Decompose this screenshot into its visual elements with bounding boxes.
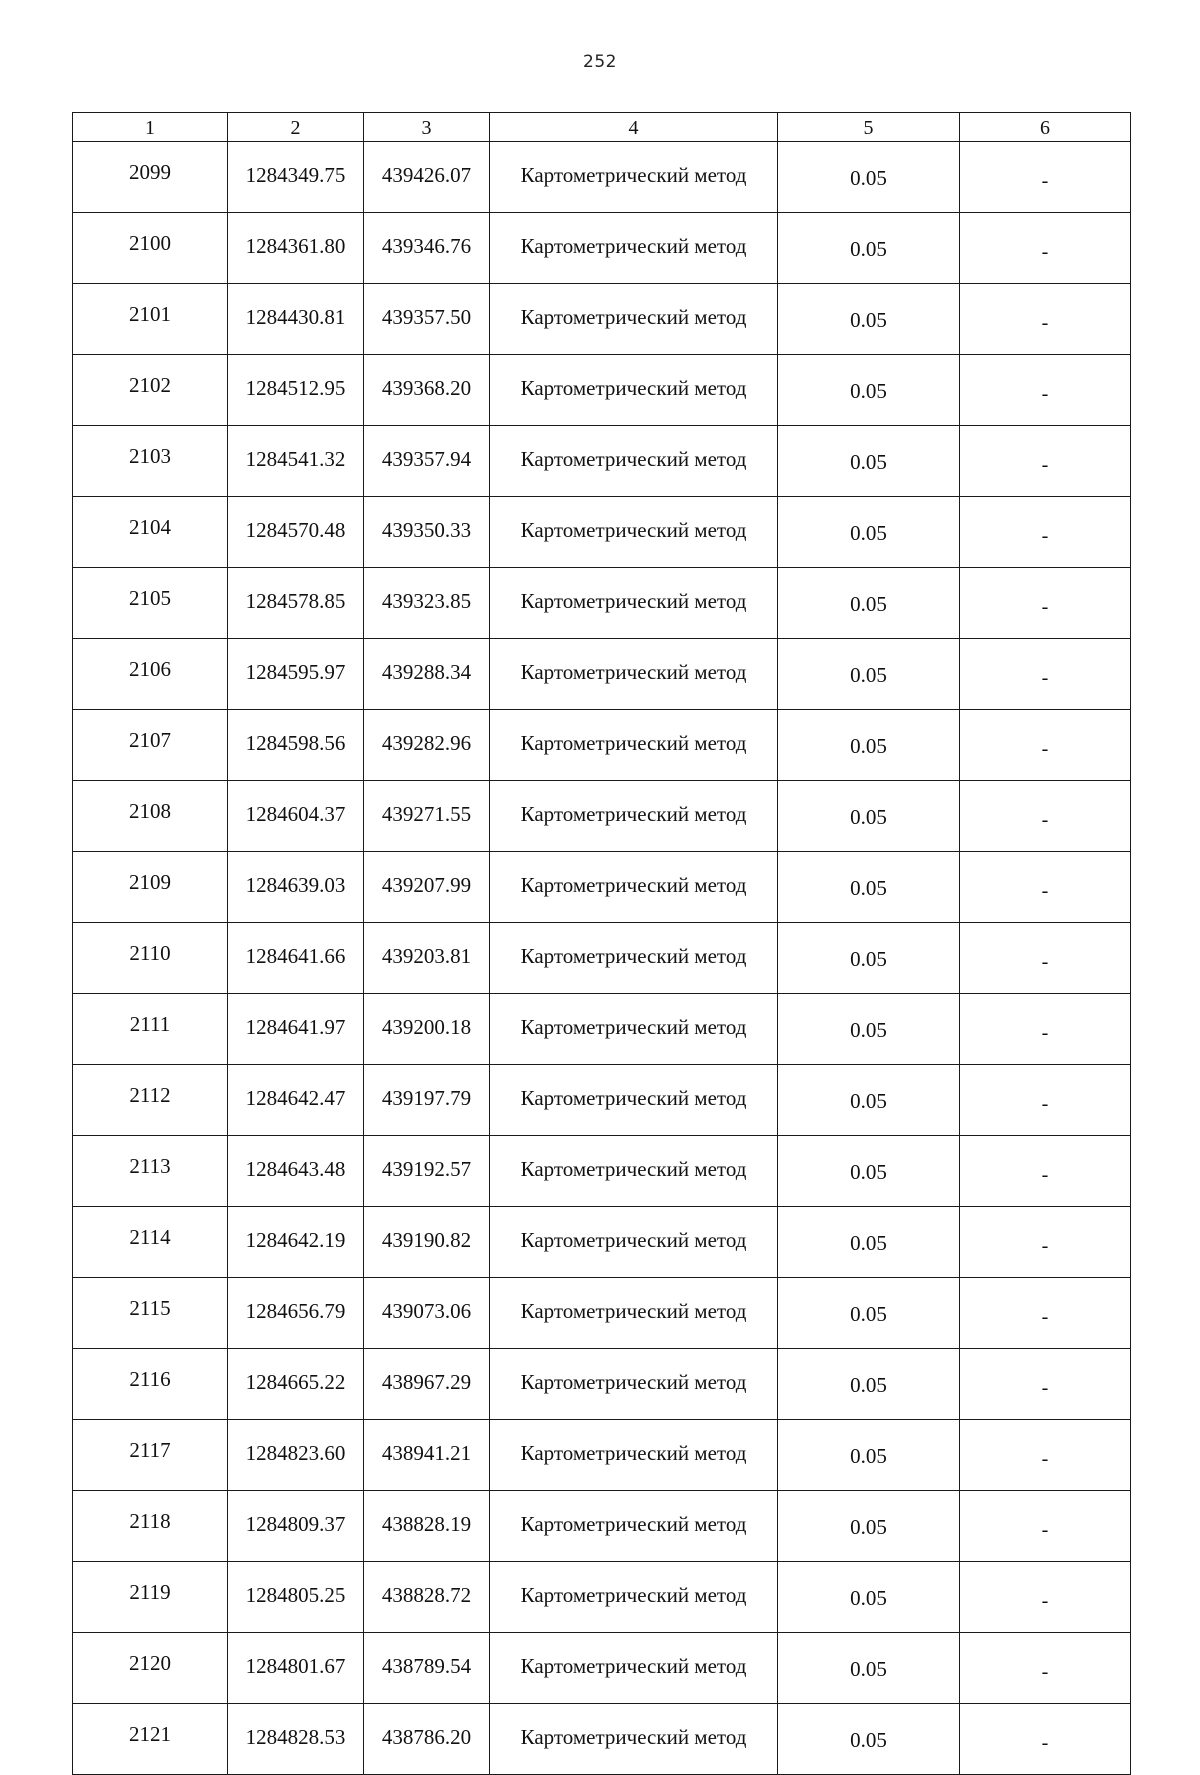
- x-coordinate-cell: 1284656.79: [228, 1278, 364, 1349]
- accuracy-cell: 0.05: [778, 781, 960, 852]
- extra-cell: -: [960, 781, 1131, 852]
- method-cell: Картометрический метод: [490, 1207, 778, 1278]
- point-number-cell: 2103: [73, 426, 228, 497]
- method-cell: Картометрический метод: [490, 213, 778, 284]
- accuracy-cell: 0.05: [778, 1278, 960, 1349]
- extra-cell: -: [960, 497, 1131, 568]
- extra-cell: -: [960, 568, 1131, 639]
- table-row: [73, 923, 1131, 994]
- column-header-2: 2: [228, 113, 364, 142]
- y-coordinate-cell: 439207.99: [364, 852, 490, 923]
- accuracy-cell: 0.05: [778, 142, 960, 213]
- table-row: [73, 781, 1131, 852]
- accuracy-cell: 0.05: [778, 710, 960, 781]
- accuracy-cell: 0.05: [778, 1136, 960, 1207]
- method-cell: Картометрический метод: [490, 284, 778, 355]
- x-coordinate-cell: 1284643.48: [228, 1136, 364, 1207]
- x-coordinate-cell: 1284805.25: [228, 1562, 364, 1633]
- extra-cell: -: [960, 923, 1131, 994]
- column-header-1: 1: [73, 113, 228, 142]
- method-cell: Картометрический метод: [490, 426, 778, 497]
- coordinates-table: [72, 112, 1131, 1775]
- x-coordinate-cell: 1284809.37: [228, 1491, 364, 1562]
- x-coordinate-cell: 1284828.53: [228, 1704, 364, 1775]
- y-coordinate-cell: 439357.94: [364, 426, 490, 497]
- extra-cell: -: [960, 355, 1131, 426]
- y-coordinate-cell: 439323.85: [364, 568, 490, 639]
- table-row: [73, 497, 1131, 568]
- table-row: [73, 355, 1131, 426]
- extra-cell: -: [960, 1065, 1131, 1136]
- table-body: [73, 142, 1131, 1775]
- x-coordinate-cell: 1284430.81: [228, 284, 364, 355]
- column-header-6: 6: [960, 113, 1131, 142]
- method-cell: Картометрический метод: [490, 568, 778, 639]
- table-row: [73, 568, 1131, 639]
- accuracy-cell: 0.05: [778, 1562, 960, 1633]
- x-coordinate-cell: 1284595.97: [228, 639, 364, 710]
- x-coordinate-cell: 1284604.37: [228, 781, 364, 852]
- method-cell: Картометрический метод: [490, 1065, 778, 1136]
- method-cell: Картометрический метод: [490, 639, 778, 710]
- column-header-4: 4: [490, 113, 778, 142]
- y-coordinate-cell: 439288.34: [364, 639, 490, 710]
- extra-cell: -: [960, 852, 1131, 923]
- column-header-3: 3: [364, 113, 490, 142]
- table-row: [73, 142, 1131, 213]
- point-number-cell: 2116: [73, 1349, 228, 1420]
- y-coordinate-cell: 439357.50: [364, 284, 490, 355]
- extra-cell: -: [960, 994, 1131, 1065]
- y-coordinate-cell: 438941.21: [364, 1420, 490, 1491]
- y-coordinate-cell: 439350.33: [364, 497, 490, 568]
- extra-cell: -: [960, 1562, 1131, 1633]
- x-coordinate-cell: 1284512.95: [228, 355, 364, 426]
- table-row: [73, 1562, 1131, 1633]
- extra-cell: -: [960, 1420, 1131, 1491]
- method-cell: Картометрический метод: [490, 710, 778, 781]
- table-row: [73, 1278, 1131, 1349]
- x-coordinate-cell: 1284598.56: [228, 710, 364, 781]
- x-coordinate-cell: 1284361.80: [228, 213, 364, 284]
- point-number-cell: 2121: [73, 1704, 228, 1775]
- accuracy-cell: 0.05: [778, 355, 960, 426]
- table-row: [73, 1065, 1131, 1136]
- extra-cell: -: [960, 426, 1131, 497]
- accuracy-cell: 0.05: [778, 497, 960, 568]
- point-number-cell: 2109: [73, 852, 228, 923]
- extra-cell: -: [960, 1491, 1131, 1562]
- accuracy-cell: 0.05: [778, 639, 960, 710]
- x-coordinate-cell: 1284570.48: [228, 497, 364, 568]
- y-coordinate-cell: 438789.54: [364, 1633, 490, 1704]
- point-number-cell: 2099: [73, 142, 228, 213]
- accuracy-cell: 0.05: [778, 923, 960, 994]
- extra-cell: -: [960, 142, 1131, 213]
- point-number-cell: 2120: [73, 1633, 228, 1704]
- x-coordinate-cell: 1284801.67: [228, 1633, 364, 1704]
- table-header: [73, 113, 1131, 142]
- accuracy-cell: 0.05: [778, 1491, 960, 1562]
- method-cell: Картометрический метод: [490, 142, 778, 213]
- accuracy-cell: 0.05: [778, 426, 960, 497]
- y-coordinate-cell: 439190.82: [364, 1207, 490, 1278]
- method-cell: Картометрический метод: [490, 781, 778, 852]
- table-row: [73, 1420, 1131, 1491]
- table-row: [73, 1633, 1131, 1704]
- point-number-cell: 2107: [73, 710, 228, 781]
- x-coordinate-cell: 1284639.03: [228, 852, 364, 923]
- accuracy-cell: 0.05: [778, 852, 960, 923]
- point-number-cell: 2106: [73, 639, 228, 710]
- table-row: [73, 1207, 1131, 1278]
- method-cell: Картометрический метод: [490, 994, 778, 1065]
- extra-cell: -: [960, 284, 1131, 355]
- y-coordinate-cell: 439271.55: [364, 781, 490, 852]
- accuracy-cell: 0.05: [778, 568, 960, 639]
- method-cell: Картометрический метод: [490, 1278, 778, 1349]
- point-number-cell: 2119: [73, 1562, 228, 1633]
- y-coordinate-cell: 439282.96: [364, 710, 490, 781]
- extra-cell: -: [960, 710, 1131, 781]
- table-row: [73, 1491, 1131, 1562]
- header-row: [73, 113, 1131, 142]
- y-coordinate-cell: 439203.81: [364, 923, 490, 994]
- method-cell: Картометрический метод: [490, 1136, 778, 1207]
- x-coordinate-cell: 1284642.47: [228, 1065, 364, 1136]
- y-coordinate-cell: 439200.18: [364, 994, 490, 1065]
- point-number-cell: 2117: [73, 1420, 228, 1491]
- extra-cell: -: [960, 1136, 1131, 1207]
- x-coordinate-cell: 1284541.32: [228, 426, 364, 497]
- x-coordinate-cell: 1284641.66: [228, 923, 364, 994]
- extra-cell: -: [960, 1278, 1131, 1349]
- method-cell: Картометрический метод: [490, 497, 778, 568]
- extra-cell: -: [960, 639, 1131, 710]
- point-number-cell: 2118: [73, 1491, 228, 1562]
- x-coordinate-cell: 1284642.19: [228, 1207, 364, 1278]
- y-coordinate-cell: 439426.07: [364, 142, 490, 213]
- x-coordinate-cell: 1284823.60: [228, 1420, 364, 1491]
- accuracy-cell: 0.05: [778, 1704, 960, 1775]
- extra-cell: -: [960, 213, 1131, 284]
- accuracy-cell: 0.05: [778, 1065, 960, 1136]
- y-coordinate-cell: 438828.72: [364, 1562, 490, 1633]
- table-row: [73, 710, 1131, 781]
- y-coordinate-cell: 438828.19: [364, 1491, 490, 1562]
- point-number-cell: 2114: [73, 1207, 228, 1278]
- point-number-cell: 2111: [73, 994, 228, 1065]
- point-number-cell: 2105: [73, 568, 228, 639]
- table-row: [73, 1704, 1131, 1775]
- accuracy-cell: 0.05: [778, 213, 960, 284]
- y-coordinate-cell: 438786.20: [364, 1704, 490, 1775]
- accuracy-cell: 0.05: [778, 994, 960, 1065]
- point-number-cell: 2112: [73, 1065, 228, 1136]
- accuracy-cell: 0.05: [778, 284, 960, 355]
- accuracy-cell: 0.05: [778, 1420, 960, 1491]
- accuracy-cell: 0.05: [778, 1207, 960, 1278]
- table-row: [73, 426, 1131, 497]
- point-number-cell: 2108: [73, 781, 228, 852]
- method-cell: Картометрический метод: [490, 1491, 778, 1562]
- table-row: [73, 284, 1131, 355]
- method-cell: Картометрический метод: [490, 355, 778, 426]
- y-coordinate-cell: 439192.57: [364, 1136, 490, 1207]
- method-cell: Картометрический метод: [490, 1633, 778, 1704]
- y-coordinate-cell: 438967.29: [364, 1349, 490, 1420]
- table-row: [73, 639, 1131, 710]
- point-number-cell: 2113: [73, 1136, 228, 1207]
- y-coordinate-cell: 439073.06: [364, 1278, 490, 1349]
- method-cell: Картометрический метод: [490, 1349, 778, 1420]
- extra-cell: -: [960, 1207, 1131, 1278]
- point-number-cell: 2102: [73, 355, 228, 426]
- method-cell: Картометрический метод: [490, 1704, 778, 1775]
- table-row: [73, 852, 1131, 923]
- table-row: [73, 213, 1131, 284]
- extra-cell: -: [960, 1704, 1131, 1775]
- method-cell: Картометрический метод: [490, 923, 778, 994]
- point-number-cell: 2100: [73, 213, 228, 284]
- x-coordinate-cell: 1284665.22: [228, 1349, 364, 1420]
- method-cell: Картометрический метод: [490, 852, 778, 923]
- point-number-cell: 2110: [73, 923, 228, 994]
- y-coordinate-cell: 439197.79: [364, 1065, 490, 1136]
- method-cell: Картометрический метод: [490, 1562, 778, 1633]
- column-header-5: 5: [778, 113, 960, 142]
- page-number: 252: [583, 52, 617, 72]
- x-coordinate-cell: 1284578.85: [228, 568, 364, 639]
- table-row: [73, 1349, 1131, 1420]
- x-coordinate-cell: 1284641.97: [228, 994, 364, 1065]
- y-coordinate-cell: 439368.20: [364, 355, 490, 426]
- table-row: [73, 1136, 1131, 1207]
- point-number-cell: 2115: [73, 1278, 228, 1349]
- x-coordinate-cell: 1284349.75: [228, 142, 364, 213]
- point-number-cell: 2104: [73, 497, 228, 568]
- accuracy-cell: 0.05: [778, 1633, 960, 1704]
- extra-cell: -: [960, 1349, 1131, 1420]
- extra-cell: -: [960, 1633, 1131, 1704]
- accuracy-cell: 0.05: [778, 1349, 960, 1420]
- point-number-cell: 2101: [73, 284, 228, 355]
- table-row: [73, 994, 1131, 1065]
- y-coordinate-cell: 439346.76: [364, 213, 490, 284]
- method-cell: Картометрический метод: [490, 1420, 778, 1491]
